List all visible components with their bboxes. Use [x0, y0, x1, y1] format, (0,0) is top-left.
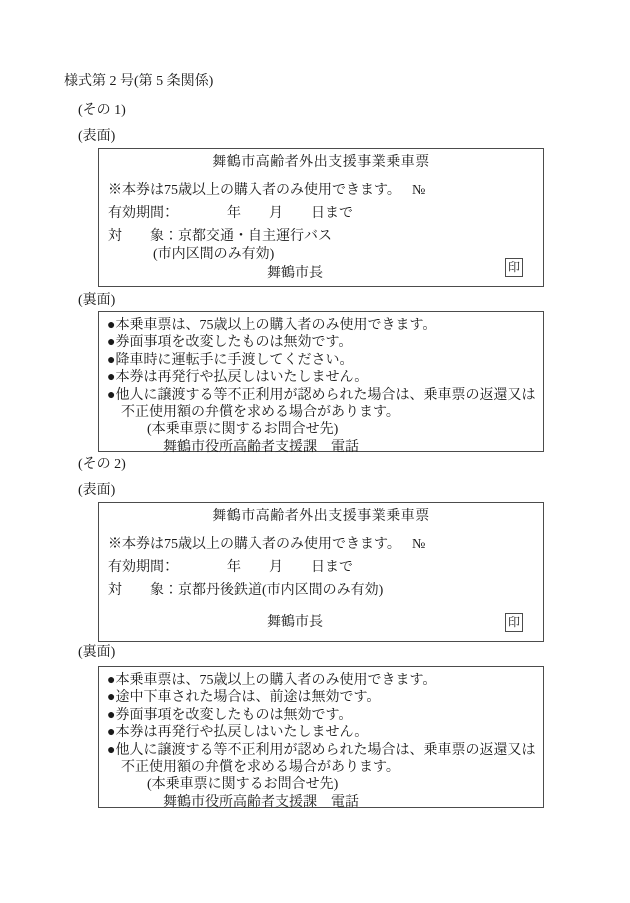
- ticket-back-bus: [98, 311, 544, 455]
- contact-office-line: 舞鶴市役所高齢者支援課 電話: [163, 439, 359, 455]
- mayor-signature: 舞鶴市長: [267, 266, 323, 281]
- back-rule-line: ●他人に譲渡する等不正利用が認められた場合は、乗車票の返還又は: [107, 387, 536, 403]
- ticket-title: 舞鶴市高齢者外出支援事業乗車票: [212, 509, 430, 524]
- back-rule-continuation: 不正使用額の弁償を求める場合があります。: [121, 760, 400, 776]
- section2-front-label: (表面): [78, 483, 116, 498]
- age-restriction-note: ※本券は75歳以上の購入者のみ使用できます。: [108, 537, 401, 552]
- back-rule-line: ●本券は再発行や払戻しはいたしません。: [107, 725, 369, 741]
- validity-period-line: 有効期間： 年 月 日まで: [108, 206, 353, 221]
- back-rule-line: ●降車時に運転手に手渡してください。: [107, 352, 354, 368]
- back-rule-line: ●他人に譲渡する等不正利用が認められた場合は、乗車票の返還又は: [107, 742, 536, 758]
- back-rule-line: ●途中下車された場合は、前途は無効です。: [107, 690, 381, 706]
- back-rule-line: ●本乗車票は、75歳以上の購入者のみ使用できます。: [107, 318, 437, 333]
- ticket-title: 舞鶴市高齢者外出支援事業乗車票: [212, 155, 430, 170]
- target-line: 対 象：京都交通・自主運行バス: [108, 229, 332, 244]
- age-restriction-note: ※本券は75歳以上の購入者のみ使用できます。: [108, 183, 401, 198]
- section1-front-label: (表面): [78, 129, 116, 144]
- target-line: 対 象：京都丹後鉄道(市内区間のみ有効): [108, 583, 384, 598]
- mayor-signature: 舞鶴市長: [267, 615, 323, 630]
- form-number-heading: 様式第 2 号(第 5 条関係): [64, 74, 214, 89]
- back-rule-line: ●券面事項を改変したものは無効です。: [107, 335, 353, 351]
- ticket-back-rail: [98, 666, 544, 808]
- back-rule-line: ●本券は再発行や払戻しはいたしません。: [107, 370, 369, 386]
- back-rule-line: ●本乗車票は、75歳以上の購入者のみ使用できます。: [107, 673, 437, 688]
- section1-back-label: (裏面): [78, 293, 116, 308]
- back-rule-continuation: 不正使用額の弁償を求める場合があります。: [121, 405, 400, 421]
- section2-back-label: (裏面): [78, 645, 116, 660]
- contact-office-line: 舞鶴市役所高齢者支援課 電話: [163, 794, 359, 810]
- seal-mark: 印: [505, 613, 523, 632]
- seal-mark: 印: [505, 258, 523, 277]
- ticket-number-label: №: [412, 537, 426, 552]
- ticket-front-bus: [98, 148, 544, 287]
- section1-part-label: (その 1): [78, 103, 126, 118]
- section2-part-label: (その 2): [78, 457, 126, 472]
- contact-heading: (本乗車票に関するお問合せ先): [147, 777, 339, 793]
- contact-heading: (本乗車票に関するお問合せ先): [147, 422, 339, 438]
- ticket-number-label: №: [412, 183, 426, 198]
- back-rule-line: ●券面事項を改変したものは無効です。: [107, 707, 353, 723]
- ticket-front-rail: [98, 502, 544, 642]
- target-note-line: (市内区間のみ有効): [153, 247, 275, 262]
- validity-period-line: 有効期間： 年 月 日まで: [108, 560, 353, 575]
